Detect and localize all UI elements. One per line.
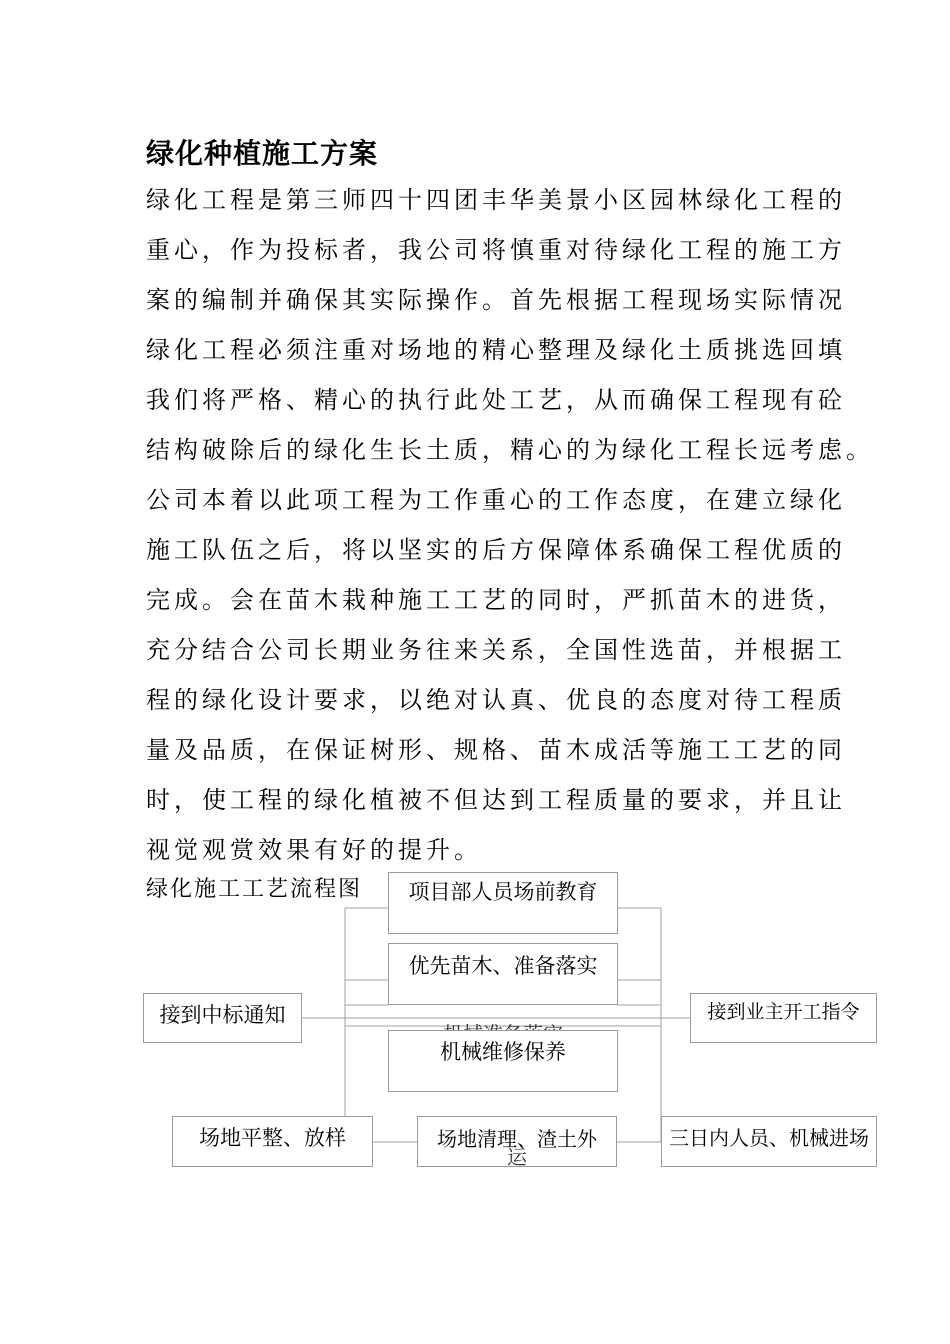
flow-box-cleanup-overflow: 运 [507,1145,527,1169]
paragraph-line: 绿化工程必须注重对场地的精心整理及绿化土质挑选回填 [146,336,846,364]
paragraph-line: 案的编制并确保其实际操作。首先根据工程现场实际情况 [146,286,846,314]
paragraph-line: 重心，作为投标者，我公司将慎重对待绿化工程的施工方 [146,236,846,264]
paragraph-line: 程的绿化设计要求，以绝对认真、优良的态度对待工程质 [146,686,846,714]
flow-box-arrival: 三日内人员、机械进场 [661,1116,877,1167]
paragraph-line: 完成。会在苗木栽种施工工艺的同时，严抓苗木的进货， [146,586,846,614]
flow-box-seedlings: 优先苗木、准备落实 [388,943,618,1005]
paragraph-line: 充分结合公司长期业务往来关系，全国性选苗，并根据工 [146,636,846,664]
flow-box-hidden-partial [388,1014,618,1030]
paragraph-line: 我们将严格、精心的执行此处工艺，从而确保工程现有砼 [146,386,846,414]
flow-box-leveling: 场地平整、放样 [172,1116,373,1167]
page-title: 绿化种植施工方案 [146,137,379,170]
paragraph-line: 公司本着以此项工程为工作重心的工作态度，在建立绿化 [146,486,846,514]
paragraph-line: 结构破除后的绿化生长土质，精心的为绿化工程长远考虑。 [146,436,874,464]
paragraph-line: 量及品质，在保证树形、规格、苗木成活等施工工艺的同 [146,736,846,764]
paragraph-line: 视觉观赏效果有好的提升。 [146,836,482,864]
flow-box-maintenance: 机械维修保养 [388,1030,618,1092]
paragraph-line: 施工队伍之后，将以坚实的后方保障体系确保工程优质的 [146,536,846,564]
flowchart-label: 绿化施工工艺流程图 [146,877,363,902]
flow-box-education: 项目部人员场前教育 [388,872,618,934]
flow-box-cleanup: 场地清理、渣土外 [417,1116,617,1167]
paragraph-line: 时，使工程的绿化植被不但达到工程质量的要求，并且让 [146,786,846,814]
paragraph-line: 绿化工程是第三师四十四团丰华美景小区园林绿化工程的 [146,186,846,214]
flow-box-notice: 接到中标通知 [143,993,302,1043]
flow-box-start-order: 接到业主开工指令 [690,993,877,1043]
body-paragraph [146,178,874,878]
